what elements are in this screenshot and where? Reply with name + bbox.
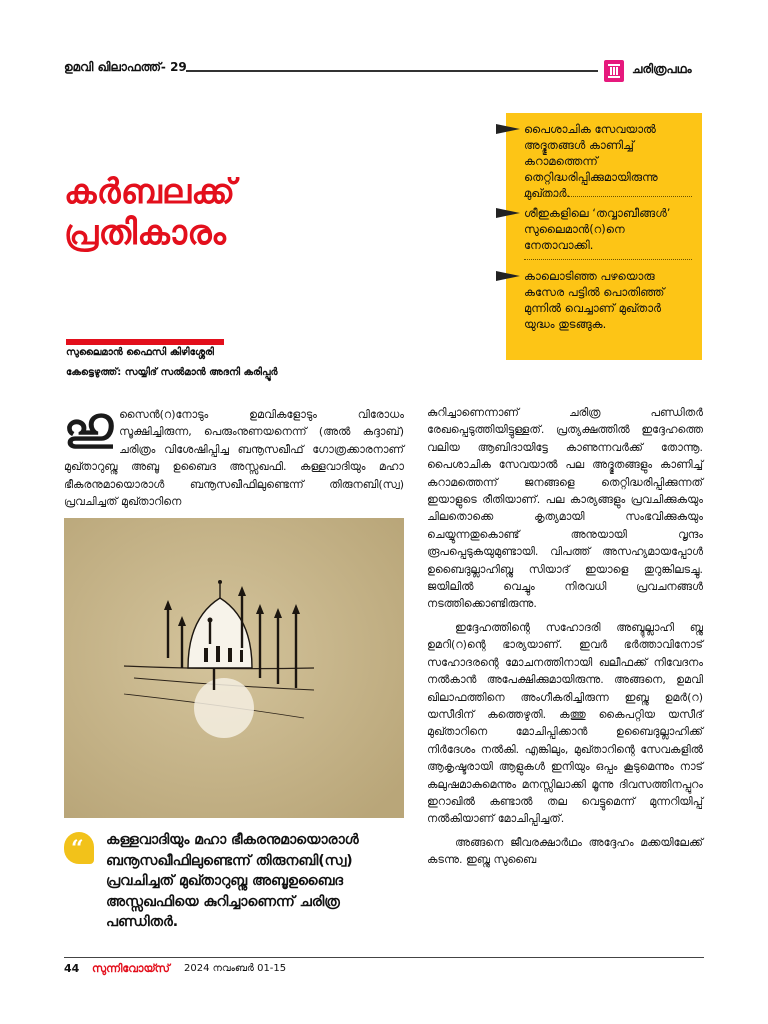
highlight-item — [524, 121, 694, 201]
paragraph-text: സൈൻ(റ)നോടും ഉമവികളോടും വിരോധം സൂക്ഷിച്ചിരുന്ന, പെരുംനുണയനെന്ന് (അൽ കദ്ദാബ്) ചരിത്രം വിശേഷിപ്പിച്ച ബനൂസഖീഫ് ഗോത്രക്കാരനാണ് മുഖ്താറുബ്നു അബൂ ഉബൈദ അസ്സഖഫി. കള്ളവാദിയും മഹാ ഭീകരനുമായൊരാൾ ബനൂസഖീഫിലുണ്ടെന്ന് തിരുനബി(സ്വ) പ്രവചിച്ചത് മുഖ്താറിനെ — [64, 408, 404, 509]
article-title — [64, 172, 324, 255]
body-paragraph: കുറിച്ചാണെന്നാണ് ചരിത്ര പണ്ഡിതർ രേഖപ്പെടുത്തിയിട്ടുള്ളത്. പ്രത്യക്ഷത്തിൽ ഇദ്ദേഹത്തെ വലിയ ആബിദായിട്ടേ കാണുന്നവർക്ക് തോന്നൂ. പൈശാചിക സേവയാൽ പല അദ്ഭുതങ്ങളും കാണിച്ച് കറാമത്തെന്ന് ജനങ്ങളെ തെറ്റിദ്ധരിപ്പിക്കുന്നത് ഇയാളുടെ രീതിയാണ്. പല കാര്യങ്ങളും പ്രവചിക്കുകയും ചിലതൊക്കെ കൃത്യമായി സംഭവിക്കുകയും ചെയ്യുന്നതുകൊണ്ട് അനുയായി വൃന്ദം രൂപപ്പെടുകയുമുണ്ടായി. വിപത്ത് അസഹ്യമായപ്പോൾ ഉബൈദുല്ലാഹിബ്നു സിയാദ് ഇയാളെ തുറുങ്കിലടച്ചു. ജയിലിൽ വെച്ചും നിരവധി പ്രവചനങ്ങൾ നടത്തിക്കൊണ്ടിരുന്നു. — [427, 406, 703, 611]
running-head-series: ഉമവി ഖിലാഫത്ത്- 29 — [64, 60, 187, 74]
body-column-left — [64, 399, 404, 510]
title-line-2: പ്രതികാരം — [64, 213, 227, 254]
highlight-text: ശീഇകളിലെ ‘തവ്വാബീങ്ങൾ’ സുലൈമാൻ(റ)നെ നേതാവാക്കി. — [524, 206, 671, 253]
arrow-icon — [496, 124, 520, 134]
section-name: ചരിത്രപഥം — [632, 62, 692, 76]
body-paragraph: ഇദ്ദേഹത്തിന്റെ സഹോദരി അബ്ദുല്ലാഹി ബ്നു ഉമറി(റ)ന്റെ ഭാര്യയാണ്. ഇവർ ഭർത്താവിനോട് സഹോദരന്റെ മോചനത്തിനായി ഖലീഫക്ക് നിവേദനം നൽകാൻ അപേക്ഷിക്കുമായിരുന്നു. അങ്ങനെ, ഉമവി ഖിലാഫത്തിനെ അംഗീകരിച്ചിരുന്ന ഇബ്നു ഉമർ(റ) യസീദിന് കത്തെഴുതി. കത്തു കൈപറ്റിയ യസീദ് മുഖ്താറിനെ മോചിപ്പിക്കാൻ ഉബൈദുല്ലാഹിക്ക് നിർദേശം നൽകി. എങ്കിലും, മുഖ്താറിന്റെ സേവകളിൽ ആകൃഷ്ടരായി ആളുകൾ ഇനിയും ഒപ്പം കൂടുമെന്നും നാട് കലുഷമാകുമെന്നും മനസ്സിലാക്കി മൂന്നു ദിവസത്തിനപ്പുറം ഇറാഖിൽ കണ്ടാൽ തല വെട്ടുമെന്ന് മുന്നറിയിപ്പ് നൽകിയാണ് മോചിപ്പിച്ചത്. — [427, 620, 703, 826]
arrow-icon — [496, 208, 520, 218]
header-rule — [186, 70, 598, 72]
body-column-right — [427, 404, 703, 869]
page-number: 44 — [64, 962, 80, 975]
highlight-text: പൈശാചിക സേവയാൽ അദ്ഭുതങ്ങൾ കാണിച്ച് കറാമത്തെന്ന് തെറ്റിദ്ധരിപ്പിക്കുമായിരുന്നു മുഖ്താർ. — [524, 122, 658, 201]
recorder-credit: കേട്ടെഴുത്ത്: സയ്യിദ് സൽമാൻ അദനി കരിപ്പൂർ — [66, 367, 278, 378]
highlight-item — [524, 205, 694, 253]
author-name: സുലൈമാൻ ഫൈസി കിഴിശ്ശേരി — [66, 347, 214, 358]
mosque-illustration — [64, 518, 404, 818]
highlights-box — [506, 113, 702, 360]
highlight-divider — [524, 259, 692, 260]
pull-quote: കള്ളവാദിയും മഹാ ഭീകരനുമായൊരാൾ ബനൂസഖീഫിലുണ്ടെന്ന് തിരുനബി(സ്വ) പ്രവചിച്ചത് മുഖ്താറുബ്നു അബൂഉബൈദ അസ്സഖഫിയെ കുറിച്ചാണെന്ന് ചരിത്ര പണ്ഡിതർ. — [106, 832, 359, 930]
footer-rule — [64, 957, 704, 958]
body-paragraph — [64, 399, 404, 510]
issue-date: 2024 നവംബർ 01-15 — [184, 963, 287, 974]
mosque-drawing — [64, 518, 404, 818]
highlight-divider — [524, 196, 692, 197]
body-paragraph: അങ്ങനെ ജീവരക്ഷാർഥം അദ്ദേഹം മക്കയിലേക്ക് കടന്നു. ഇബ്നു സുബൈ — [427, 835, 703, 867]
arrow-icon — [496, 271, 520, 281]
magazine-name: സുന്നിവോയ്സ് — [92, 962, 170, 975]
drop-cap: ഹു — [64, 399, 114, 450]
title-line-1: കർബലക്ക് — [64, 172, 236, 212]
highlight-item — [524, 268, 694, 332]
pillar-icon — [604, 60, 624, 82]
quote-icon: “ — [64, 832, 94, 864]
author-accent-bar — [66, 339, 224, 345]
highlight-text: കാലൊടിഞ്ഞ പഴയൊരു കസേര പട്ടിൽ പൊതിഞ്ഞ് മുന്നിൽ വെച്ചാണ് മുഖ്താർ യുദ്ധം തുടങ്ങുക. — [524, 269, 665, 332]
